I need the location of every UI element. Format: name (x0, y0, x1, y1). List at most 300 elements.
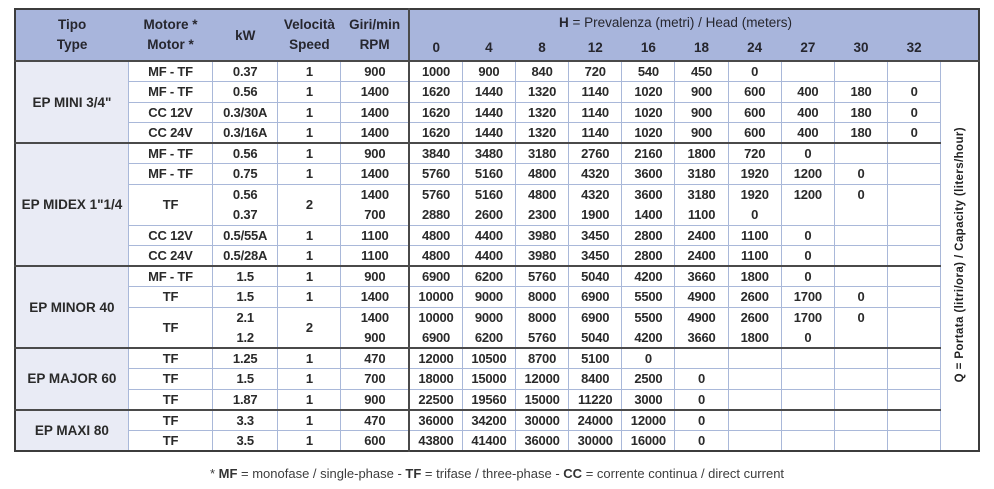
capacity-value-cell: 180 (834, 102, 887, 123)
empty-cell (834, 430, 887, 451)
model-name-cell: EP MINOR 40 (15, 266, 128, 348)
rpm-cell: 600 (341, 430, 409, 451)
rpm-cell: 1100 (341, 225, 409, 246)
empty-cell (728, 389, 781, 410)
capacity-value-cell: 600 (728, 102, 781, 123)
head-meters-value: 12 (569, 35, 622, 61)
empty-cell (781, 430, 834, 451)
capacity-value-cell: 600 (728, 82, 781, 103)
capacity-value-cell: 3840 (409, 143, 462, 164)
capacity-value-cell: 2600 (728, 287, 781, 308)
motor-type-cell: CC 24V (128, 123, 212, 144)
capacity-value-cell: 5760 (515, 328, 568, 349)
empty-cell (728, 348, 781, 369)
capacity-value-cell: 400 (781, 123, 834, 144)
capacity-value-cell: 6900 (409, 266, 462, 287)
capacity-value-cell: 0 (675, 389, 728, 410)
col-header-type-en: Type (56, 37, 88, 52)
capacity-value-cell: 3600 (622, 164, 675, 185)
col-header-rpm-it: Giri/min (349, 17, 401, 33)
empty-cell (781, 389, 834, 410)
capacity-value-cell: 0 (622, 348, 675, 369)
capacity-value-cell: 0 (728, 61, 781, 82)
capacity-value-cell: 4320 (569, 184, 622, 205)
col-header-speed (278, 9, 341, 61)
capacity-value-cell: 600 (728, 123, 781, 144)
capacity-value-cell: 8400 (569, 369, 622, 390)
rpm-cell: 470 (341, 410, 409, 431)
capacity-value-cell: 2600 (728, 307, 781, 328)
model-name-cell: EP MAXI 80 (15, 410, 128, 451)
table-row (15, 410, 979, 431)
capacity-value-cell: 6200 (462, 266, 515, 287)
head-meters-title (409, 9, 941, 35)
capacity-value-cell: 5760 (409, 164, 462, 185)
kw-cell: 0.3/16A (213, 123, 278, 144)
motor-type-cell: MF - TF (128, 164, 212, 185)
speed-cell: 1 (278, 369, 341, 390)
speed-cell: 1 (278, 82, 341, 103)
capacity-value-cell: 2160 (622, 143, 675, 164)
table-row (15, 123, 979, 144)
capacity-value-cell: 41400 (462, 430, 515, 451)
rpm-cell: 900 (341, 389, 409, 410)
capacity-value-cell: 2800 (622, 246, 675, 267)
capacity-value-cell: 1140 (569, 82, 622, 103)
capacity-value-cell: 180 (834, 123, 887, 144)
empty-cell (888, 369, 941, 390)
head-meters-title-symbol: H (559, 15, 569, 30)
table-row (15, 389, 979, 410)
col-header-motor-en: Motor * (147, 37, 194, 52)
motor-type-cell: TF (128, 369, 212, 390)
rpm-cell: 1400 (341, 102, 409, 123)
kw-cell: 1.2 (213, 328, 278, 349)
capacity-value-cell: 1320 (515, 82, 568, 103)
footnote-abbr-mf: MF (218, 465, 238, 481)
head-meters-value: 24 (728, 35, 781, 61)
table-row (15, 164, 979, 185)
capacity-value-cell: 1700 (781, 287, 834, 308)
empty-cell (888, 246, 941, 267)
empty-cell (834, 61, 887, 82)
rpm-cell: 1400 (341, 287, 409, 308)
capacity-value-cell: 2880 (409, 205, 462, 226)
capacity-value-cell: 3600 (622, 184, 675, 205)
capacity-value-cell: 30000 (515, 410, 568, 431)
kw-cell: 0.37 (213, 205, 278, 226)
capacity-value-cell: 0 (888, 82, 941, 103)
empty-cell (888, 184, 941, 205)
capacity-value-cell: 4400 (462, 246, 515, 267)
speed-cell: 1 (278, 410, 341, 431)
kw-cell: 3.5 (213, 430, 278, 451)
capacity-value-cell: 840 (515, 61, 568, 82)
capacity-value-cell: 900 (675, 82, 728, 103)
table-row (15, 369, 979, 390)
speed-cell: 1 (278, 246, 341, 267)
footnote (14, 466, 980, 481)
capacity-value-cell: 1800 (675, 143, 728, 164)
motor-type-cell: CC 12V (128, 225, 212, 246)
capacity-value-cell: 1000 (409, 61, 462, 82)
table-row (15, 266, 979, 287)
kw-cell: 1.5 (213, 287, 278, 308)
capacity-column-header (941, 9, 979, 61)
capacity-value-cell: 900 (675, 123, 728, 144)
speed-cell: 1 (278, 266, 341, 287)
empty-cell (888, 287, 941, 308)
capacity-value-cell: 0 (834, 164, 887, 185)
rpm-cell: 1400 (341, 307, 409, 328)
rpm-cell: 1400 (341, 82, 409, 103)
table-row (15, 82, 979, 103)
capacity-value-cell: 0 (675, 410, 728, 431)
rpm-cell: 1400 (341, 164, 409, 185)
speed-cell: 1 (278, 123, 341, 144)
table-row (15, 102, 979, 123)
capacity-value-cell: 3180 (675, 164, 728, 185)
capacity-value-cell: 400 (781, 82, 834, 103)
capacity-value-cell: 4800 (409, 246, 462, 267)
capacity-value-cell: 16000 (622, 430, 675, 451)
capacity-value-cell: 0 (888, 102, 941, 123)
kw-cell: 0.56 (213, 143, 278, 164)
speed-cell: 1 (278, 287, 341, 308)
capacity-value-cell: 1800 (728, 328, 781, 349)
capacity-value-cell: 5760 (409, 184, 462, 205)
speed-cell: 1 (278, 225, 341, 246)
kw-cell: 0.56 (213, 184, 278, 205)
table-row (15, 225, 979, 246)
empty-cell (888, 348, 941, 369)
motor-type-cell: TF (128, 389, 212, 410)
kw-cell: 1.5 (213, 369, 278, 390)
capacity-value-cell: 1020 (622, 102, 675, 123)
empty-cell (888, 205, 941, 226)
capacity-value-cell: 720 (728, 143, 781, 164)
footnote-text: * (209, 465, 219, 481)
capacity-value-cell: 0 (834, 287, 887, 308)
capacity-value-cell: 5040 (569, 328, 622, 349)
capacity-value-cell: 1020 (622, 82, 675, 103)
rpm-cell: 900 (341, 61, 409, 82)
capacity-value-cell: 5160 (462, 184, 515, 205)
capacity-value-cell: 15000 (462, 369, 515, 390)
capacity-value-cell: 24000 (569, 410, 622, 431)
capacity-value-cell: 12000 (409, 348, 462, 369)
table-row (15, 184, 979, 205)
capacity-value-cell: 2760 (569, 143, 622, 164)
empty-cell (834, 369, 887, 390)
col-header-motor (128, 9, 212, 61)
capacity-value-cell: 8700 (515, 348, 568, 369)
capacity-value-cell: 4900 (675, 307, 728, 328)
empty-cell (888, 61, 941, 82)
capacity-value-cell: 10000 (409, 307, 462, 328)
capacity-value-cell: 4200 (622, 266, 675, 287)
capacity-value-cell: 5760 (515, 266, 568, 287)
capacity-value-cell: 3980 (515, 225, 568, 246)
capacity-value-cell: 6900 (409, 328, 462, 349)
motor-type-cell: TF (128, 348, 212, 369)
capacity-value-cell: 1920 (728, 164, 781, 185)
capacity-value-cell: 0 (728, 205, 781, 226)
capacity-value-cell: 1920 (728, 184, 781, 205)
capacity-value-cell: 1320 (515, 123, 568, 144)
kw-cell: 1.25 (213, 348, 278, 369)
capacity-value-cell: 36000 (409, 410, 462, 431)
capacity-value-cell: 5100 (569, 348, 622, 369)
motor-type-cell: CC 24V (128, 246, 212, 267)
empty-cell (834, 205, 887, 226)
capacity-value-cell: 1100 (728, 225, 781, 246)
motor-type-cell: TF (128, 410, 212, 431)
empty-cell (834, 225, 887, 246)
kw-cell: 0.5/28A (213, 246, 278, 267)
capacity-value-cell: 12000 (622, 410, 675, 431)
table-row (15, 287, 979, 308)
empty-cell (781, 205, 834, 226)
motor-type-cell: TF (128, 307, 212, 348)
capacity-value-cell: 1100 (675, 205, 728, 226)
capacity-value-cell: 5160 (462, 164, 515, 185)
head-meters-value: 4 (462, 35, 515, 61)
capacity-value-cell: 1800 (728, 266, 781, 287)
capacity-value-cell: 3660 (675, 328, 728, 349)
capacity-value-cell: 1440 (462, 82, 515, 103)
capacity-value-cell: 0 (675, 369, 728, 390)
capacity-value-cell: 180 (834, 82, 887, 103)
kw-cell: 0.5/55A (213, 225, 278, 246)
col-header-type-it: Tipo (58, 17, 87, 33)
capacity-value-cell: 1620 (409, 123, 462, 144)
capacity-value-cell: 2800 (622, 225, 675, 246)
empty-cell (834, 389, 887, 410)
capacity-value-cell: 6900 (569, 307, 622, 328)
col-header-type (15, 9, 128, 61)
capacity-value-cell: 900 (675, 102, 728, 123)
empty-cell (834, 348, 887, 369)
capacity-value-cell: 0 (834, 307, 887, 328)
capacity-axis-label: Q = Portata (litri/ora) / Capacity (liters/hour) (953, 126, 966, 382)
capacity-value-cell: 1140 (569, 102, 622, 123)
motor-type-cell: MF - TF (128, 266, 212, 287)
capacity-value-cell: 43800 (409, 430, 462, 451)
capacity-value-cell: 5040 (569, 266, 622, 287)
empty-cell (728, 369, 781, 390)
capacity-value-cell: 1900 (569, 205, 622, 226)
capacity-value-cell: 8000 (515, 307, 568, 328)
table-row (15, 307, 979, 328)
capacity-value-cell: 1020 (622, 123, 675, 144)
empty-cell (834, 143, 887, 164)
rpm-cell: 700 (341, 369, 409, 390)
col-header-rpm (341, 9, 409, 61)
empty-cell (834, 410, 887, 431)
rpm-cell: 900 (341, 143, 409, 164)
empty-cell (781, 410, 834, 431)
footnote-text: = corrente continua / direct current (582, 465, 785, 481)
header-row-main (15, 9, 979, 35)
empty-cell (888, 430, 941, 451)
speed-cell: 1 (278, 430, 341, 451)
empty-cell (888, 307, 941, 328)
motor-type-cell: MF - TF (128, 82, 212, 103)
capacity-value-cell: 540 (622, 61, 675, 82)
kw-cell: 1.87 (213, 389, 278, 410)
model-name-cell: EP MINI 3/4" (15, 61, 128, 143)
capacity-value-cell: 19560 (462, 389, 515, 410)
capacity-value-cell: 2400 (675, 246, 728, 267)
motor-type-cell: MF - TF (128, 61, 212, 82)
capacity-value-cell: 400 (781, 102, 834, 123)
kw-cell: 2.1 (213, 307, 278, 328)
capacity-value-cell: 3000 (622, 389, 675, 410)
empty-cell (888, 328, 941, 349)
empty-cell (888, 389, 941, 410)
col-header-speed-en: Speed (289, 37, 330, 52)
capacity-value-cell: 720 (569, 61, 622, 82)
capacity-value-cell: 3480 (462, 143, 515, 164)
model-name-cell: EP MIDEX 1"1/4 (15, 143, 128, 266)
rpm-cell: 1400 (341, 184, 409, 205)
capacity-value-cell: 900 (462, 61, 515, 82)
pump-performance-table (14, 8, 980, 452)
head-meters-value: 18 (675, 35, 728, 61)
capacity-value-cell: 12000 (515, 369, 568, 390)
capacity-value-cell: 10500 (462, 348, 515, 369)
empty-cell (888, 410, 941, 431)
kw-cell: 0.75 (213, 164, 278, 185)
empty-cell (781, 348, 834, 369)
footnote-text: = monofase / single-phase - (237, 465, 406, 481)
capacity-value-cell: 2400 (675, 225, 728, 246)
capacity-value-cell: 3660 (675, 266, 728, 287)
capacity-value-cell: 10000 (409, 287, 462, 308)
rpm-cell: 1100 (341, 246, 409, 267)
footnote-text: = trifase / three-phase - (421, 465, 564, 481)
empty-cell (888, 266, 941, 287)
kw-cell: 3.3 (213, 410, 278, 431)
capacity-value-cell: 4200 (622, 328, 675, 349)
capacity-value-cell: 6900 (569, 287, 622, 308)
footnote-abbr-cc: CC (563, 465, 583, 481)
col-header-kw-label: kW (235, 27, 256, 43)
model-name-cell: EP MAJOR 60 (15, 348, 128, 410)
capacity-value-cell: 11220 (569, 389, 622, 410)
kw-cell: 0.56 (213, 82, 278, 103)
speed-cell: 1 (278, 389, 341, 410)
capacity-value-cell: 0 (781, 246, 834, 267)
head-meters-value: 32 (888, 35, 941, 61)
empty-cell (834, 328, 887, 349)
speed-cell: 1 (278, 348, 341, 369)
motor-type-cell: CC 12V (128, 102, 212, 123)
capacity-value-cell: 8000 (515, 287, 568, 308)
motor-type-cell: TF (128, 184, 212, 225)
head-meters-title-text: = Prevalenza (metri) / Head (meters) (568, 15, 792, 30)
speed-cell: 2 (278, 184, 341, 225)
capacity-value-cell: 4800 (409, 225, 462, 246)
capacity-value-cell: 0 (675, 430, 728, 451)
speed-cell: 1 (278, 143, 341, 164)
capacity-value-cell: 2300 (515, 205, 568, 226)
capacity-value-cell: 36000 (515, 430, 568, 451)
capacity-value-cell: 1320 (515, 102, 568, 123)
capacity-value-cell: 0 (781, 225, 834, 246)
table-row (15, 348, 979, 369)
capacity-value-cell: 3180 (675, 184, 728, 205)
table-row (15, 143, 979, 164)
motor-type-cell: TF (128, 287, 212, 308)
capacity-value-cell: 9000 (462, 287, 515, 308)
capacity-value-cell: 4800 (515, 164, 568, 185)
capacity-value-cell: 0 (781, 266, 834, 287)
capacity-value-cell: 0 (834, 184, 887, 205)
capacity-value-cell: 1440 (462, 123, 515, 144)
capacity-value-cell: 18000 (409, 369, 462, 390)
capacity-value-cell: 6200 (462, 328, 515, 349)
col-header-kw (213, 9, 278, 61)
speed-cell: 2 (278, 307, 341, 348)
table-row (15, 61, 979, 82)
capacity-value-cell: 0 (888, 123, 941, 144)
speed-cell: 1 (278, 61, 341, 82)
capacity-value-cell: 15000 (515, 389, 568, 410)
capacity-value-cell: 1700 (781, 307, 834, 328)
col-header-rpm-en: RPM (359, 37, 390, 52)
capacity-value-cell: 1620 (409, 102, 462, 123)
table-row (15, 246, 979, 267)
capacity-value-cell: 4900 (675, 287, 728, 308)
footnote-abbr-tf: TF (405, 465, 422, 481)
speed-cell: 1 (278, 102, 341, 123)
capacity-value-cell: 4400 (462, 225, 515, 246)
head-meters-value: 16 (622, 35, 675, 61)
capacity-value-cell: 450 (675, 61, 728, 82)
table-row (15, 430, 979, 451)
capacity-axis-label-cell (941, 61, 979, 451)
capacity-value-cell: 5500 (622, 287, 675, 308)
kw-cell: 0.37 (213, 61, 278, 82)
capacity-value-cell: 1140 (569, 123, 622, 144)
col-header-speed-it: Velocità (283, 17, 335, 33)
capacity-value-cell: 0 (781, 328, 834, 349)
speed-cell: 1 (278, 164, 341, 185)
capacity-value-cell: 4320 (569, 164, 622, 185)
motor-type-cell: TF (128, 430, 212, 451)
capacity-value-cell: 3450 (569, 246, 622, 267)
capacity-value-cell: 34200 (462, 410, 515, 431)
rpm-cell: 470 (341, 348, 409, 369)
head-meters-value: 8 (515, 35, 568, 61)
empty-cell (781, 369, 834, 390)
head-meters-value: 27 (781, 35, 834, 61)
rpm-cell: 900 (341, 266, 409, 287)
capacity-value-cell: 1100 (728, 246, 781, 267)
capacity-value-cell: 22500 (409, 389, 462, 410)
head-meters-value: 0 (409, 35, 462, 61)
rpm-cell: 1400 (341, 123, 409, 144)
rpm-cell: 700 (341, 205, 409, 226)
capacity-value-cell: 4800 (515, 184, 568, 205)
capacity-value-cell: 30000 (569, 430, 622, 451)
empty-cell (888, 143, 941, 164)
capacity-value-cell: 0 (781, 143, 834, 164)
capacity-value-cell: 1620 (409, 82, 462, 103)
capacity-value-cell: 1440 (462, 102, 515, 123)
